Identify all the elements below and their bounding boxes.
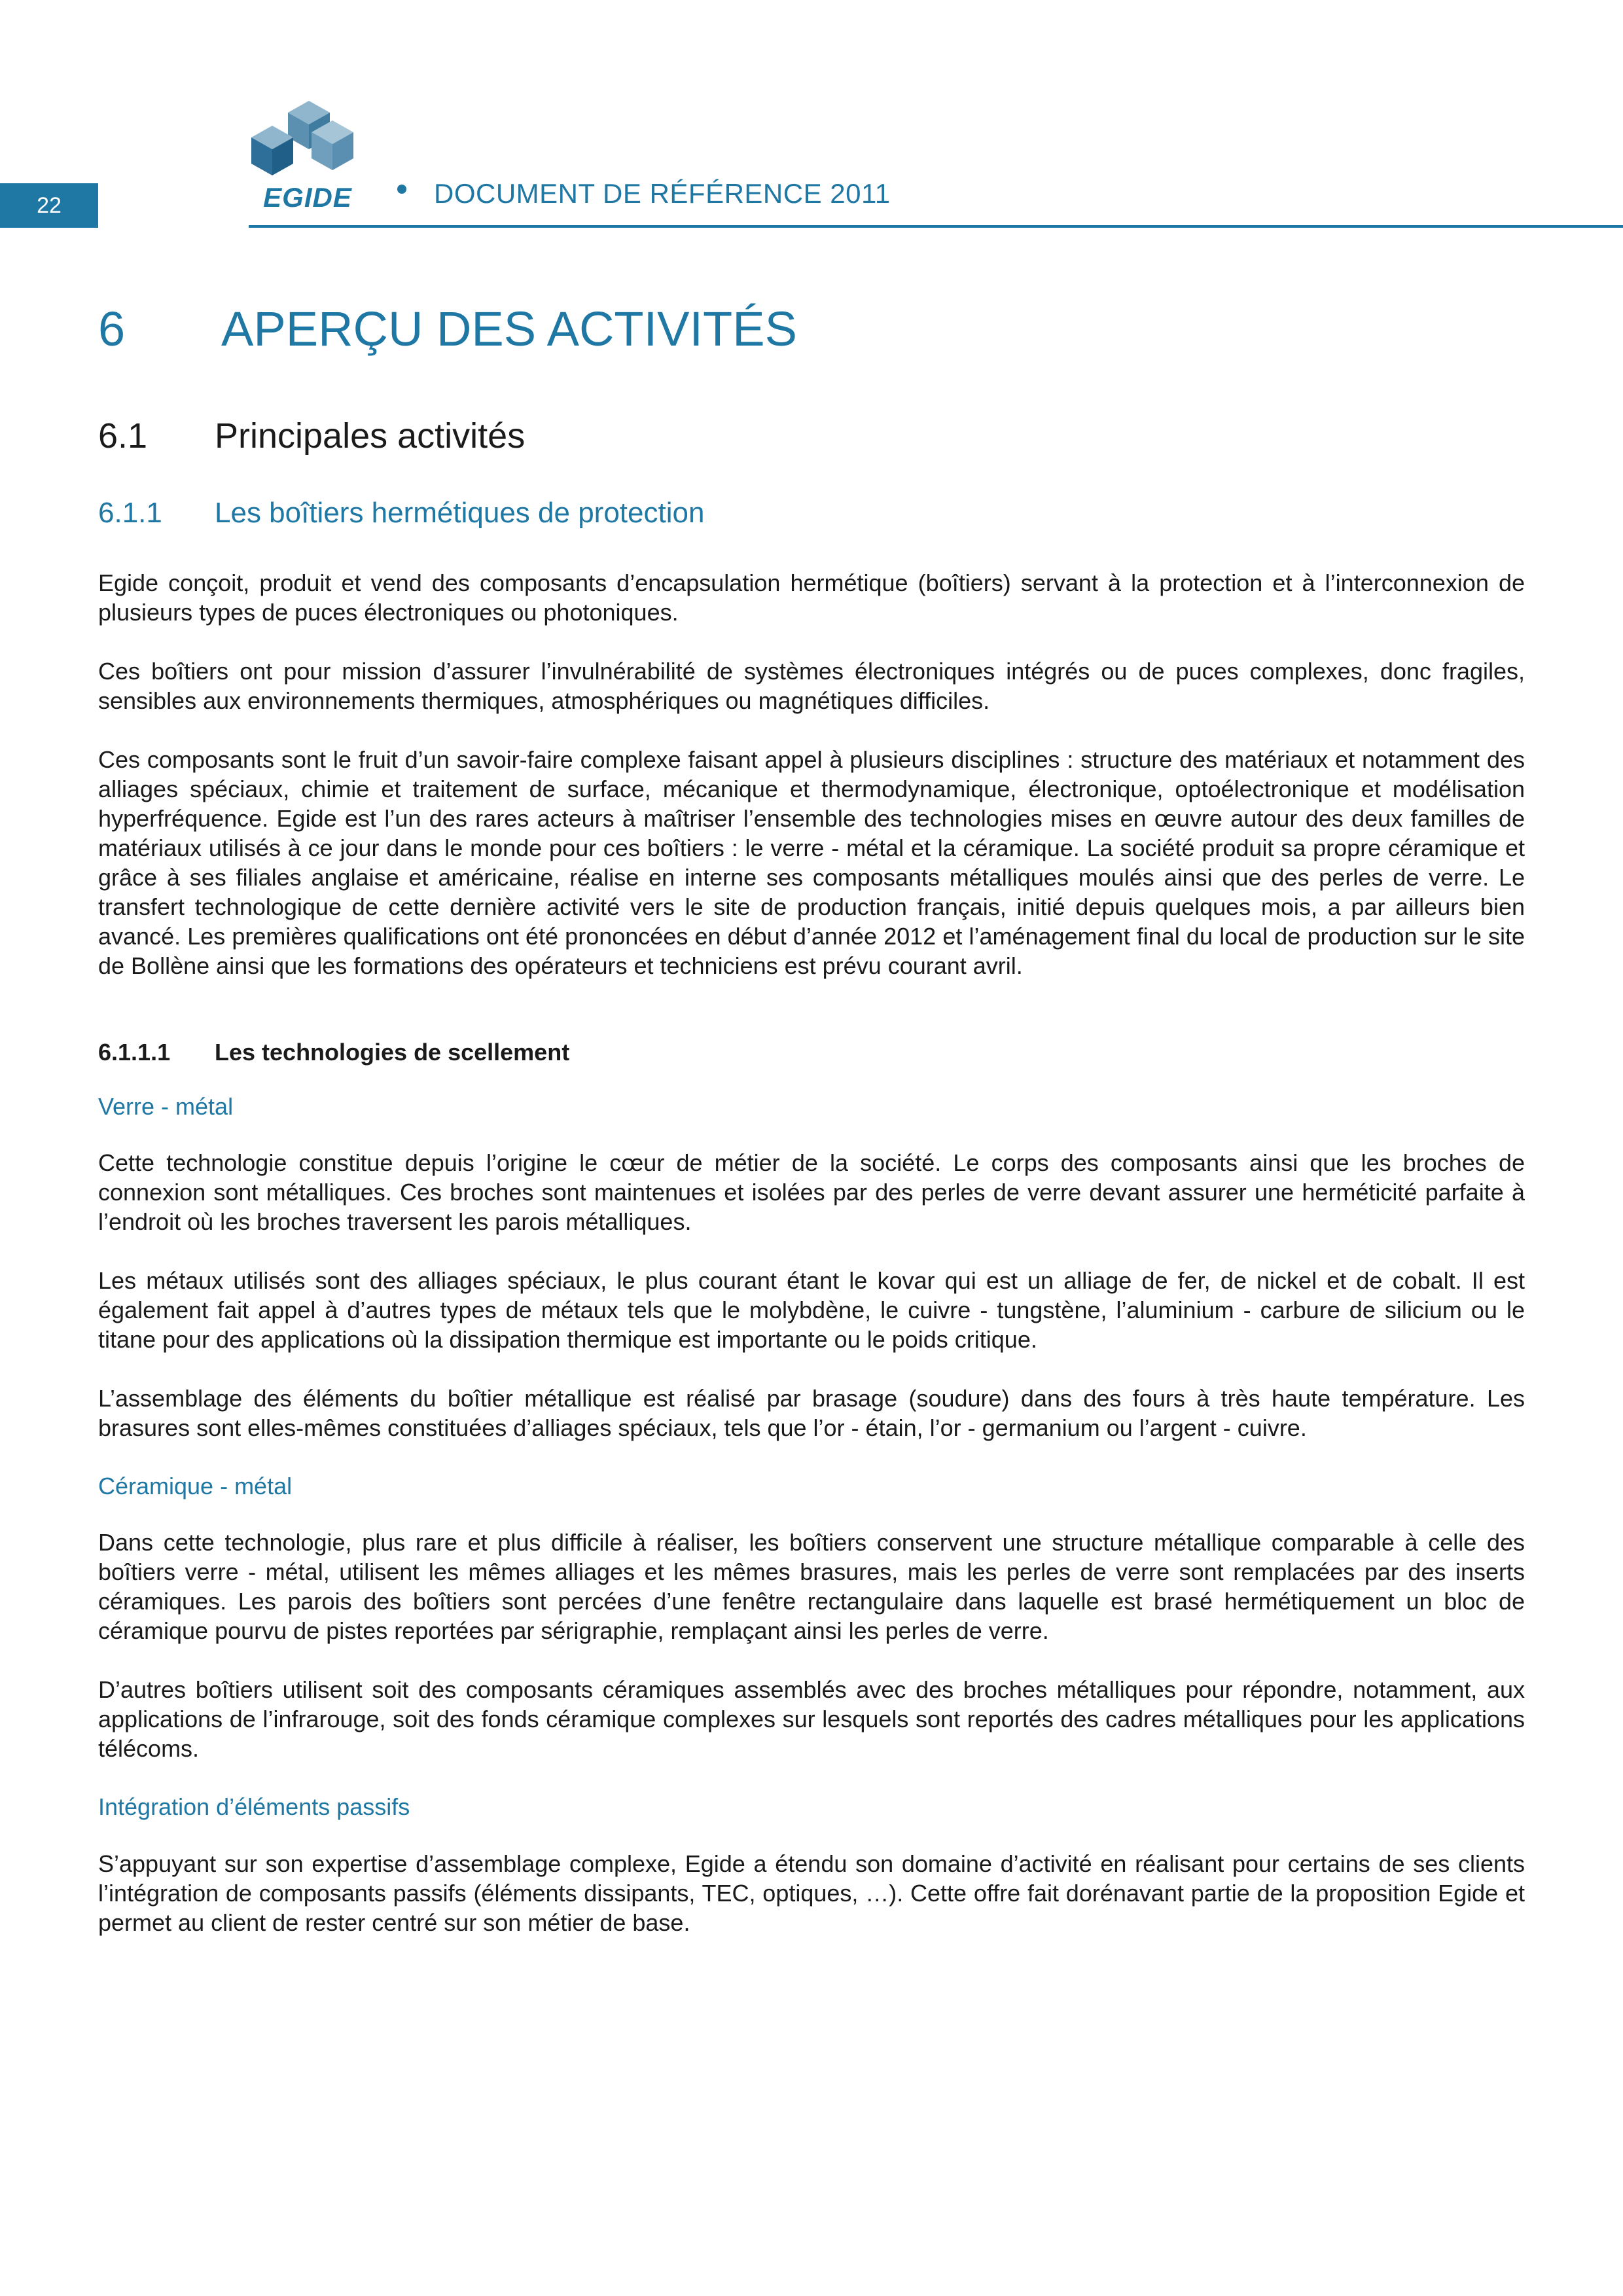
integration-heading: Intégration d’éléments passifs — [98, 1793, 410, 1821]
ceramique-metal-paragraph: Dans cette technologie, plus rare et plus difficile à réaliser, les boîtiers conservent une structure métallique comparable à celle des boîtiers verre - métal, utilisent les mêmes alliages et les mêmes brasures, mais les perles de verre sont remplacées par des inserts céramiques. Les parois des boîtiers sont percées d’une fenêtre rectangulaire dans laquelle est brasé hermétiquement un bloc de céramique pourvu de pistes reportées par sérigraphie, remplaçant ainsi les perles de verre. — [98, 1529, 1525, 1645]
page-content — [98, 301, 1525, 1967]
section-title: APERÇU DES ACTIVITÉS — [221, 302, 797, 356]
section-heading — [98, 301, 1525, 357]
logo-text: EGIDE — [263, 182, 352, 213]
verre-metal-paragraph: L’assemblage des éléments du boîtier métallique est réalisé par brasage (soudure) dans des fours à très haute température. Les brasures sont elles-mêmes constituées d’alliages spéciaux, tels que l’or - étain, l’or - germanium ou l’argent - cuivre. — [98, 1385, 1525, 1442]
subsubsection-title: Les boîtiers hermétiques de protection — [215, 497, 705, 529]
ceramique-metal-heading: Céramique - métal — [98, 1473, 293, 1500]
document-title: DOCUMENT DE RÉFÉRENCE 2011 — [434, 178, 891, 209]
verre-metal-paragraph: Les métaux utilisés sont des alliages spéciaux, le plus courant étant le kovar qui est un alliage de fer, de nickel et de cobalt. Il est également fait appel à d’autres types de métaux tels que le molybdène, le cuivre - tungstène, l’aluminium - carbure de silicium ou le titane pour des applications où la dissipation thermique est importante ou le poids critique. — [98, 1267, 1525, 1354]
header-rule — [249, 225, 1623, 228]
ceramique-metal-paragraph: D’autres boîtiers utilisent soit des composants céramiques assemblés avec des broches métalliques pour répondre, notamment, aux applications de l’infrarouge, soit des fonds céramique complexes sur lesquels sont reportés des cadres métalliques pour les applications télécoms. — [98, 1676, 1525, 1763]
subsection-number: 6.1 — [98, 416, 148, 456]
verre-metal-paragraph: Cette technologie constitue depuis l’origine le cœur de métier de la société. Le corps des composants ainsi que les broches de connexion sont métalliques. Ces broches sont maintenues et isolées par des perles de verre devant assurer une herméticité parfaite à l’endroit où les broches traversent les parois métalliques. — [98, 1149, 1525, 1236]
page-number: 22 — [0, 183, 98, 228]
level4-number: 6.1.1.1 — [98, 1038, 171, 1066]
subsection-heading — [98, 416, 1525, 456]
intro-paragraph: Ces boîtiers ont pour mission d’assurer l’invulnérabilité de systèmes électroniques intégrés ou de puces complexes, donc fragiles, sensibles aux environnements thermiques, atmosphériques ou magnétiques difficiles. — [98, 657, 1525, 714]
integration-paragraph: S’appuyant sur son expertise d’assemblage complexe, Egide a étendu son domaine d’activité en réalisant pour certains de ses clients l’intégration de composants passifs (éléments dissipants, TEC, optiques, …). Cette offre fait dorénavant partie de la proposition Egide et permet au client de rester centré sur son métier de base. — [98, 1850, 1525, 1936]
header-bullet — [397, 185, 406, 194]
section-number: 6 — [98, 302, 126, 356]
subsubsection-number: 6.1.1 — [98, 497, 162, 529]
level4-heading — [98, 1038, 1525, 1066]
subsubsection-heading — [98, 497, 1525, 530]
subsection-title: Principales activités — [215, 416, 526, 456]
verre-metal-heading: Verre - métal — [98, 1092, 234, 1120]
level4-title: Les technologies de scellement — [215, 1038, 570, 1066]
intro-paragraph: Ces composants sont le fruit d’un savoir-faire complexe faisant appel à plusieurs disciplines : structure des matériaux et notamment des alliages spéciaux, chimie et traitement de surface, mécanique et thermodynamique, électronique, optoélectronique et modélisation hyperfréquence. Egide est l’un des rares acteurs à maîtriser l’ensemble des technologies mises en œuvre autour des deux familles de matériaux utilisés à ce jour dans le monde pour ces boîtiers : le verre - métal et la céramique. La société produit sa propre céramique et grâce à ses filiales anglaise et américaine, réalise en interne ses composants métalliques moulés ainsi que des perles de verre. Le transfert technologique de cette dernière activité vers le site de production français, initié depuis quelques mois, a par ailleurs bien avancé. Les premières qualifications ont été prononcées en début d’année 2012 et l’aménagement final du local de production sur le site de Bollène ainsi que les formations des opérateurs et techniciens est prévu courant avril. — [98, 745, 1525, 979]
intro-paragraph: Egide conçoit, produit et vend des composants d’encapsulation hermétique (boîtiers) servant à la protection et à l’interconnexion de plusieurs types de puces électroniques ou photoniques. — [98, 569, 1525, 626]
